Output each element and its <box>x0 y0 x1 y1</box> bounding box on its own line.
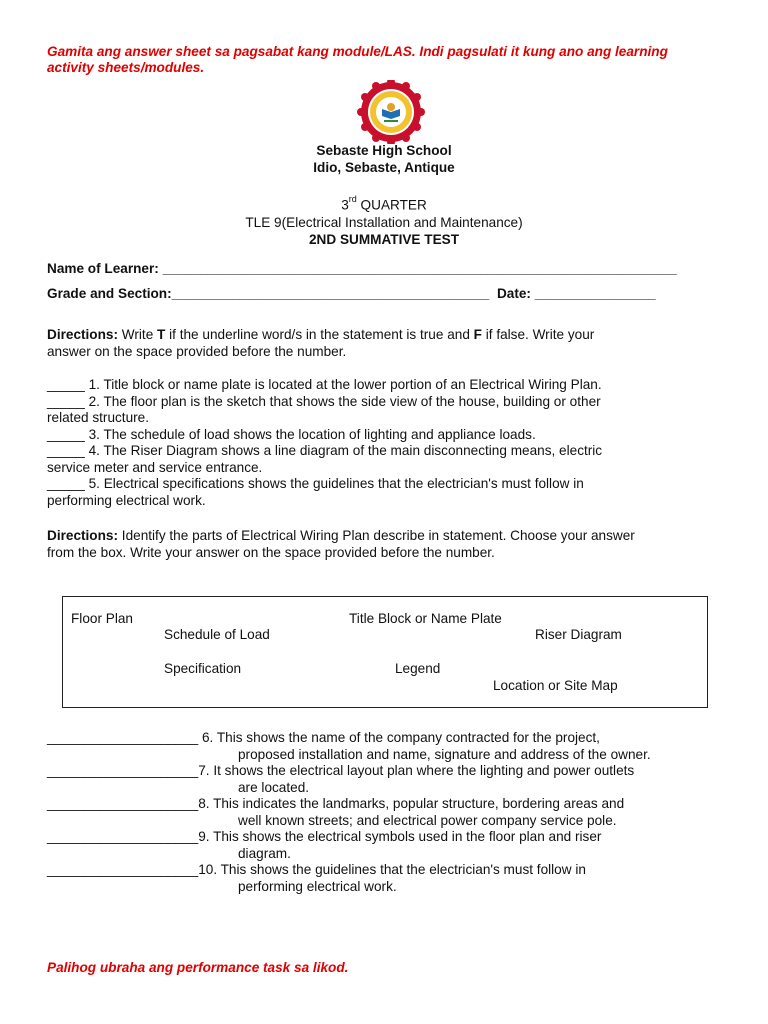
question-2: _____ 2. The floor plan is the sketch that shows the side view of the house, building or other <box>47 393 601 409</box>
question-4: _____ 4. The Riser Diagram shows a line diagram of the main disconnecting means, electric <box>47 443 603 458</box>
question-7-cont: are located. <box>238 779 310 795</box>
true-marker: T <box>157 327 166 342</box>
date-blank: ________________ <box>534 286 656 301</box>
question-9-cont: diagram. <box>238 845 291 861</box>
choice-riser-diagram: Riser Diagram <box>535 627 622 642</box>
part2-directions-text: Identify the parts of Electrical Wiring Plan describe in statement. Choose your answer <box>118 528 635 543</box>
question-1: _____ 1. Title block or name plate is located at the lower portion of an Electrical Wiring Plan. <box>47 377 602 392</box>
choice-specification: Specification <box>164 661 242 676</box>
quarter-number: 3 <box>341 197 349 213</box>
instruction-note-line2: activity sheets/modules. <box>47 60 205 75</box>
grade-section-label: Grade and Section: <box>47 286 172 301</box>
learner-name-label: Name of Learner: <box>47 261 159 276</box>
school-seal-logo <box>348 80 434 144</box>
quarter-label <box>0 193 768 214</box>
false-marker: F <box>473 327 482 342</box>
school-name: Sebaste High School <box>316 143 452 158</box>
question-6-cont: proposed installation and name, signature and address of the owner. <box>238 746 651 762</box>
choice-floor-plan: Floor Plan <box>71 611 133 626</box>
instruction-note-line1: Gamita ang answer sheet sa pagsabat kang module/LAS. Indi pagsulati it kung ano ang learning <box>47 44 668 59</box>
quarter-suffix: rd <box>348 194 357 204</box>
question-9: ____________________9. This shows the electrical symbols used in the floor plan and riser <box>47 829 602 844</box>
question-3: _____ 3. The schedule of load shows the location of lighting and appliance loads. <box>47 426 536 442</box>
question-10-cont: performing electrical work. <box>238 878 397 894</box>
part1-directions-line2: answer on the space provided before the number. <box>47 343 347 359</box>
question-8: ____________________8. This indicates the landmarks, popular structure, bordering areas and <box>47 796 625 811</box>
choice-legend: Legend <box>395 661 441 676</box>
part1-directions-text-a: Write <box>118 327 158 342</box>
part2-directions <box>47 528 635 561</box>
date-label: Date: <box>496 286 531 301</box>
part2-directions-line2: from the box. Write your answer on the space provided before the number. <box>47 544 495 560</box>
quarter-word: QUARTER <box>356 197 427 213</box>
performance-task-note: Palihog ubraha ang performance task sa likod. <box>47 960 349 975</box>
question-2-cont: related structure. <box>47 410 149 425</box>
choice-title-block: Title Block or Name Plate <box>349 611 502 626</box>
question-5: _____ 5. Electrical specifications shows the guidelines that the electrician's must follow in <box>47 476 584 491</box>
learner-name-blank: ____________________________________________________________________ <box>162 261 677 276</box>
subject-title: TLE 9(Electrical Installation and Maintenance) <box>245 214 523 230</box>
question-7: ____________________7. It shows the electrical layout plan where the lighting and power outlets <box>47 763 635 778</box>
school-header <box>0 142 768 176</box>
test-title: 2ND SUMMATIVE TEST <box>308 231 460 247</box>
part1-directions-label: Directions: <box>47 327 119 342</box>
part1-directions-text-b: if the underline word/s in the statement is true and <box>165 327 474 342</box>
test-title-block <box>0 193 768 248</box>
part2-directions-label: Directions: <box>47 528 119 543</box>
question-4-cont: service meter and service entrance. <box>47 459 263 475</box>
learner-name-field <box>47 261 677 278</box>
part1-directions <box>47 327 594 360</box>
school-address: Idio, Sebaste, Antique <box>313 160 455 175</box>
identification-items <box>47 730 651 895</box>
question-10: ____________________10. This shows the guidelines that the electrician's must follow in <box>47 862 586 877</box>
instruction-note <box>47 44 668 76</box>
grade-section-blank: __________________________________________ <box>171 286 490 301</box>
grade-section-field <box>47 286 656 303</box>
question-6: ____________________ 6. This shows the name of the company contracted for the project, <box>47 730 600 745</box>
choice-schedule-of-load: Schedule of Load <box>164 627 270 642</box>
question-5-cont: performing electrical work. <box>47 492 206 508</box>
question-8-cont: well known streets; and electrical power company service pole. <box>238 812 617 828</box>
choice-location-site-map: Location or Site Map <box>493 678 618 693</box>
part1-directions-text-c: if false. Write your <box>481 327 595 342</box>
true-false-items <box>47 377 602 509</box>
